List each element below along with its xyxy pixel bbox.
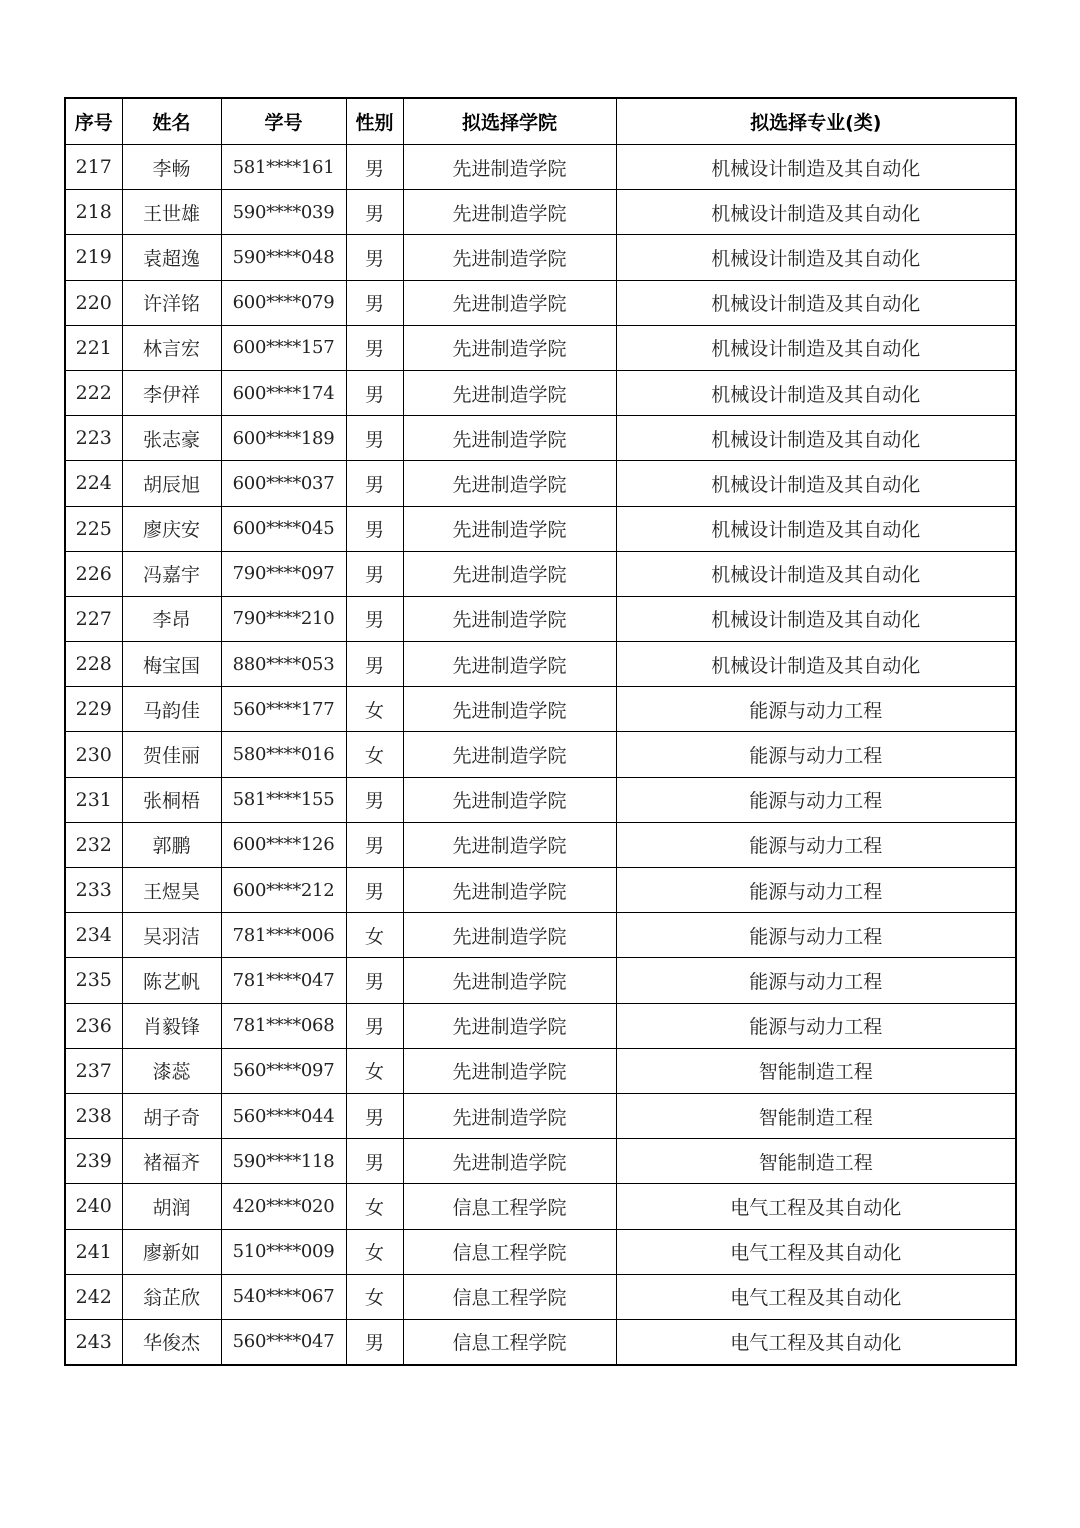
cell-college: 先进制造学院 (403, 280, 616, 325)
cell-gender: 女 (346, 1229, 403, 1274)
cell-major: 机械设计制造及其自动化 (616, 370, 1016, 415)
cell-college: 先进制造学院 (403, 642, 616, 687)
table-row (65, 687, 1016, 732)
cell-college: 先进制造学院 (403, 777, 616, 822)
table-row (65, 280, 1016, 325)
cell-seq: 233 (65, 868, 122, 913)
cell-major: 机械设计制造及其自动化 (616, 416, 1016, 461)
table-row (65, 1184, 1016, 1229)
cell-major: 机械设计制造及其自动化 (616, 506, 1016, 551)
cell-student-id: 600****212 (221, 868, 346, 913)
cell-seq: 237 (65, 1048, 122, 1093)
cell-student-id: 790****210 (221, 596, 346, 641)
cell-seq: 220 (65, 280, 122, 325)
cell-college: 信息工程学院 (403, 1274, 616, 1319)
table-row (65, 416, 1016, 461)
table-row (65, 1319, 1016, 1365)
cell-name: 梅宝国 (122, 642, 221, 687)
cell-major: 能源与动力工程 (616, 822, 1016, 867)
cell-gender: 男 (346, 777, 403, 822)
cell-major: 机械设计制造及其自动化 (616, 325, 1016, 370)
cell-major: 智能制造工程 (616, 1139, 1016, 1184)
cell-gender: 女 (346, 1048, 403, 1093)
cell-gender: 男 (346, 596, 403, 641)
cell-gender: 男 (346, 642, 403, 687)
cell-major: 电气工程及其自动化 (616, 1184, 1016, 1229)
table-row (65, 551, 1016, 596)
header-major: 拟选择专业(类) (616, 98, 1016, 145)
cell-student-id: 590****118 (221, 1139, 346, 1184)
table-row (65, 506, 1016, 551)
cell-seq: 230 (65, 732, 122, 777)
cell-major: 电气工程及其自动化 (616, 1319, 1016, 1365)
table-body (65, 145, 1016, 1366)
cell-name: 胡辰旭 (122, 461, 221, 506)
cell-student-id: 420****020 (221, 1184, 346, 1229)
cell-student-id: 581****161 (221, 145, 346, 190)
cell-seq: 224 (65, 461, 122, 506)
cell-seq: 222 (65, 370, 122, 415)
table-row (65, 325, 1016, 370)
cell-seq: 227 (65, 596, 122, 641)
cell-major: 机械设计制造及其自动化 (616, 190, 1016, 235)
cell-student-id: 790****097 (221, 551, 346, 596)
cell-college: 先进制造学院 (403, 506, 616, 551)
cell-gender: 男 (346, 868, 403, 913)
cell-major: 机械设计制造及其自动化 (616, 145, 1016, 190)
cell-seq: 223 (65, 416, 122, 461)
cell-college: 先进制造学院 (403, 190, 616, 235)
cell-college: 信息工程学院 (403, 1319, 616, 1365)
cell-gender: 男 (346, 958, 403, 1003)
cell-gender: 男 (346, 506, 403, 551)
cell-seq: 219 (65, 235, 122, 280)
cell-student-id: 580****016 (221, 732, 346, 777)
cell-major: 机械设计制造及其自动化 (616, 235, 1016, 280)
cell-student-id: 600****079 (221, 280, 346, 325)
cell-student-id: 560****044 (221, 1093, 346, 1138)
cell-college: 先进制造学院 (403, 913, 616, 958)
table-row (65, 1003, 1016, 1048)
table-row (65, 732, 1016, 777)
cell-major: 能源与动力工程 (616, 687, 1016, 732)
cell-major: 机械设计制造及其自动化 (616, 642, 1016, 687)
header-seq: 序号 (65, 98, 122, 145)
cell-name: 华俊杰 (122, 1319, 221, 1365)
cell-name: 廖庆安 (122, 506, 221, 551)
cell-gender: 女 (346, 1184, 403, 1229)
cell-name: 王世雄 (122, 190, 221, 235)
cell-major: 电气工程及其自动化 (616, 1274, 1016, 1319)
cell-seq: 229 (65, 687, 122, 732)
header-student-id: 学号 (221, 98, 346, 145)
cell-seq: 226 (65, 551, 122, 596)
cell-college: 先进制造学院 (403, 687, 616, 732)
cell-student-id: 590****048 (221, 235, 346, 280)
table-row (65, 868, 1016, 913)
cell-gender: 女 (346, 732, 403, 777)
cell-student-id: 600****126 (221, 822, 346, 867)
header-name: 姓名 (122, 98, 221, 145)
cell-name: 冯嘉宇 (122, 551, 221, 596)
cell-gender: 女 (346, 913, 403, 958)
cell-college: 信息工程学院 (403, 1229, 616, 1274)
cell-college: 先进制造学院 (403, 732, 616, 777)
table-header (65, 98, 1016, 145)
cell-name: 漆蕊 (122, 1048, 221, 1093)
cell-seq: 235 (65, 958, 122, 1003)
cell-gender: 男 (346, 822, 403, 867)
cell-gender: 男 (346, 1093, 403, 1138)
table-row (65, 596, 1016, 641)
cell-gender: 女 (346, 1274, 403, 1319)
cell-gender: 男 (346, 325, 403, 370)
cell-seq: 217 (65, 145, 122, 190)
cell-major: 机械设计制造及其自动化 (616, 551, 1016, 596)
cell-gender: 男 (346, 370, 403, 415)
cell-college: 先进制造学院 (403, 235, 616, 280)
cell-name: 陈艺帆 (122, 958, 221, 1003)
cell-college: 先进制造学院 (403, 868, 616, 913)
header-college: 拟选择学院 (403, 98, 616, 145)
cell-name: 胡润 (122, 1184, 221, 1229)
cell-student-id: 560****177 (221, 687, 346, 732)
cell-student-id: 600****037 (221, 461, 346, 506)
cell-seq: 231 (65, 777, 122, 822)
cell-major: 机械设计制造及其自动化 (616, 596, 1016, 641)
table-row (65, 370, 1016, 415)
cell-student-id: 510****009 (221, 1229, 346, 1274)
cell-college: 先进制造学院 (403, 325, 616, 370)
cell-gender: 男 (346, 1003, 403, 1048)
cell-seq: 243 (65, 1319, 122, 1365)
cell-major: 能源与动力工程 (616, 868, 1016, 913)
cell-gender: 男 (346, 280, 403, 325)
cell-name: 许洋铭 (122, 280, 221, 325)
cell-name: 李昂 (122, 596, 221, 641)
table-row (65, 642, 1016, 687)
table-row (65, 1274, 1016, 1319)
cell-name: 翁芷欣 (122, 1274, 221, 1319)
cell-name: 郭鹏 (122, 822, 221, 867)
cell-name: 张桐梧 (122, 777, 221, 822)
table-row (65, 1093, 1016, 1138)
table-row (65, 1048, 1016, 1093)
cell-name: 李畅 (122, 145, 221, 190)
table-row (65, 1229, 1016, 1274)
cell-college: 先进制造学院 (403, 461, 616, 506)
cell-student-id: 581****155 (221, 777, 346, 822)
cell-gender: 男 (346, 190, 403, 235)
header-row (65, 98, 1016, 145)
cell-student-id: 781****006 (221, 913, 346, 958)
cell-major: 能源与动力工程 (616, 958, 1016, 1003)
cell-student-id: 590****039 (221, 190, 346, 235)
cell-seq: 234 (65, 913, 122, 958)
cell-gender: 男 (346, 1139, 403, 1184)
cell-major: 能源与动力工程 (616, 913, 1016, 958)
cell-name: 马韵佳 (122, 687, 221, 732)
cell-name: 胡子奇 (122, 1093, 221, 1138)
cell-name: 张志豪 (122, 416, 221, 461)
table-row (65, 461, 1016, 506)
cell-college: 先进制造学院 (403, 596, 616, 641)
cell-name: 肖毅锋 (122, 1003, 221, 1048)
cell-college: 先进制造学院 (403, 1003, 616, 1048)
cell-college: 先进制造学院 (403, 1139, 616, 1184)
cell-student-id: 600****157 (221, 325, 346, 370)
table-row (65, 913, 1016, 958)
cell-major: 能源与动力工程 (616, 777, 1016, 822)
cell-major: 电气工程及其自动化 (616, 1229, 1016, 1274)
cell-gender: 男 (346, 1319, 403, 1365)
cell-college: 先进制造学院 (403, 370, 616, 415)
cell-student-id: 600****174 (221, 370, 346, 415)
cell-gender: 男 (346, 461, 403, 506)
cell-seq: 218 (65, 190, 122, 235)
cell-seq: 240 (65, 1184, 122, 1229)
cell-student-id: 880****053 (221, 642, 346, 687)
cell-college: 先进制造学院 (403, 822, 616, 867)
cell-college: 先进制造学院 (403, 145, 616, 190)
cell-name: 吴羽洁 (122, 913, 221, 958)
cell-college: 先进制造学院 (403, 416, 616, 461)
table-row (65, 777, 1016, 822)
cell-college: 先进制造学院 (403, 551, 616, 596)
cell-name: 林言宏 (122, 325, 221, 370)
cell-student-id: 600****189 (221, 416, 346, 461)
cell-student-id: 781****047 (221, 958, 346, 1003)
cell-seq: 239 (65, 1139, 122, 1184)
cell-name: 贺佳丽 (122, 732, 221, 777)
cell-seq: 225 (65, 506, 122, 551)
cell-major: 智能制造工程 (616, 1048, 1016, 1093)
table-row (65, 145, 1016, 190)
table-row (65, 235, 1016, 280)
cell-seq: 242 (65, 1274, 122, 1319)
table-row (65, 958, 1016, 1003)
cell-seq: 232 (65, 822, 122, 867)
cell-gender: 男 (346, 235, 403, 280)
cell-name: 李伊祥 (122, 370, 221, 415)
cell-major: 机械设计制造及其自动化 (616, 280, 1016, 325)
cell-seq: 221 (65, 325, 122, 370)
cell-major: 智能制造工程 (616, 1093, 1016, 1138)
cell-gender: 女 (346, 687, 403, 732)
cell-name: 袁超逸 (122, 235, 221, 280)
cell-major: 机械设计制造及其自动化 (616, 461, 1016, 506)
cell-name: 褚福齐 (122, 1139, 221, 1184)
table-row (65, 822, 1016, 867)
cell-college: 先进制造学院 (403, 958, 616, 1003)
cell-major: 能源与动力工程 (616, 1003, 1016, 1048)
cell-major: 能源与动力工程 (616, 732, 1016, 777)
cell-student-id: 560****047 (221, 1319, 346, 1365)
cell-seq: 238 (65, 1093, 122, 1138)
cell-gender: 男 (346, 551, 403, 596)
table-row (65, 190, 1016, 235)
cell-student-id: 560****097 (221, 1048, 346, 1093)
cell-name: 王煜昊 (122, 868, 221, 913)
cell-seq: 241 (65, 1229, 122, 1274)
cell-gender: 男 (346, 145, 403, 190)
cell-college: 先进制造学院 (403, 1048, 616, 1093)
student-roster-table (64, 97, 1017, 1366)
cell-student-id: 540****067 (221, 1274, 346, 1319)
cell-seq: 236 (65, 1003, 122, 1048)
cell-name: 廖新如 (122, 1229, 221, 1274)
cell-student-id: 781****068 (221, 1003, 346, 1048)
cell-college: 先进制造学院 (403, 1093, 616, 1138)
cell-seq: 228 (65, 642, 122, 687)
table-row (65, 1139, 1016, 1184)
cell-college: 信息工程学院 (403, 1184, 616, 1229)
cell-gender: 男 (346, 416, 403, 461)
header-gender: 性别 (346, 98, 403, 145)
cell-student-id: 600****045 (221, 506, 346, 551)
